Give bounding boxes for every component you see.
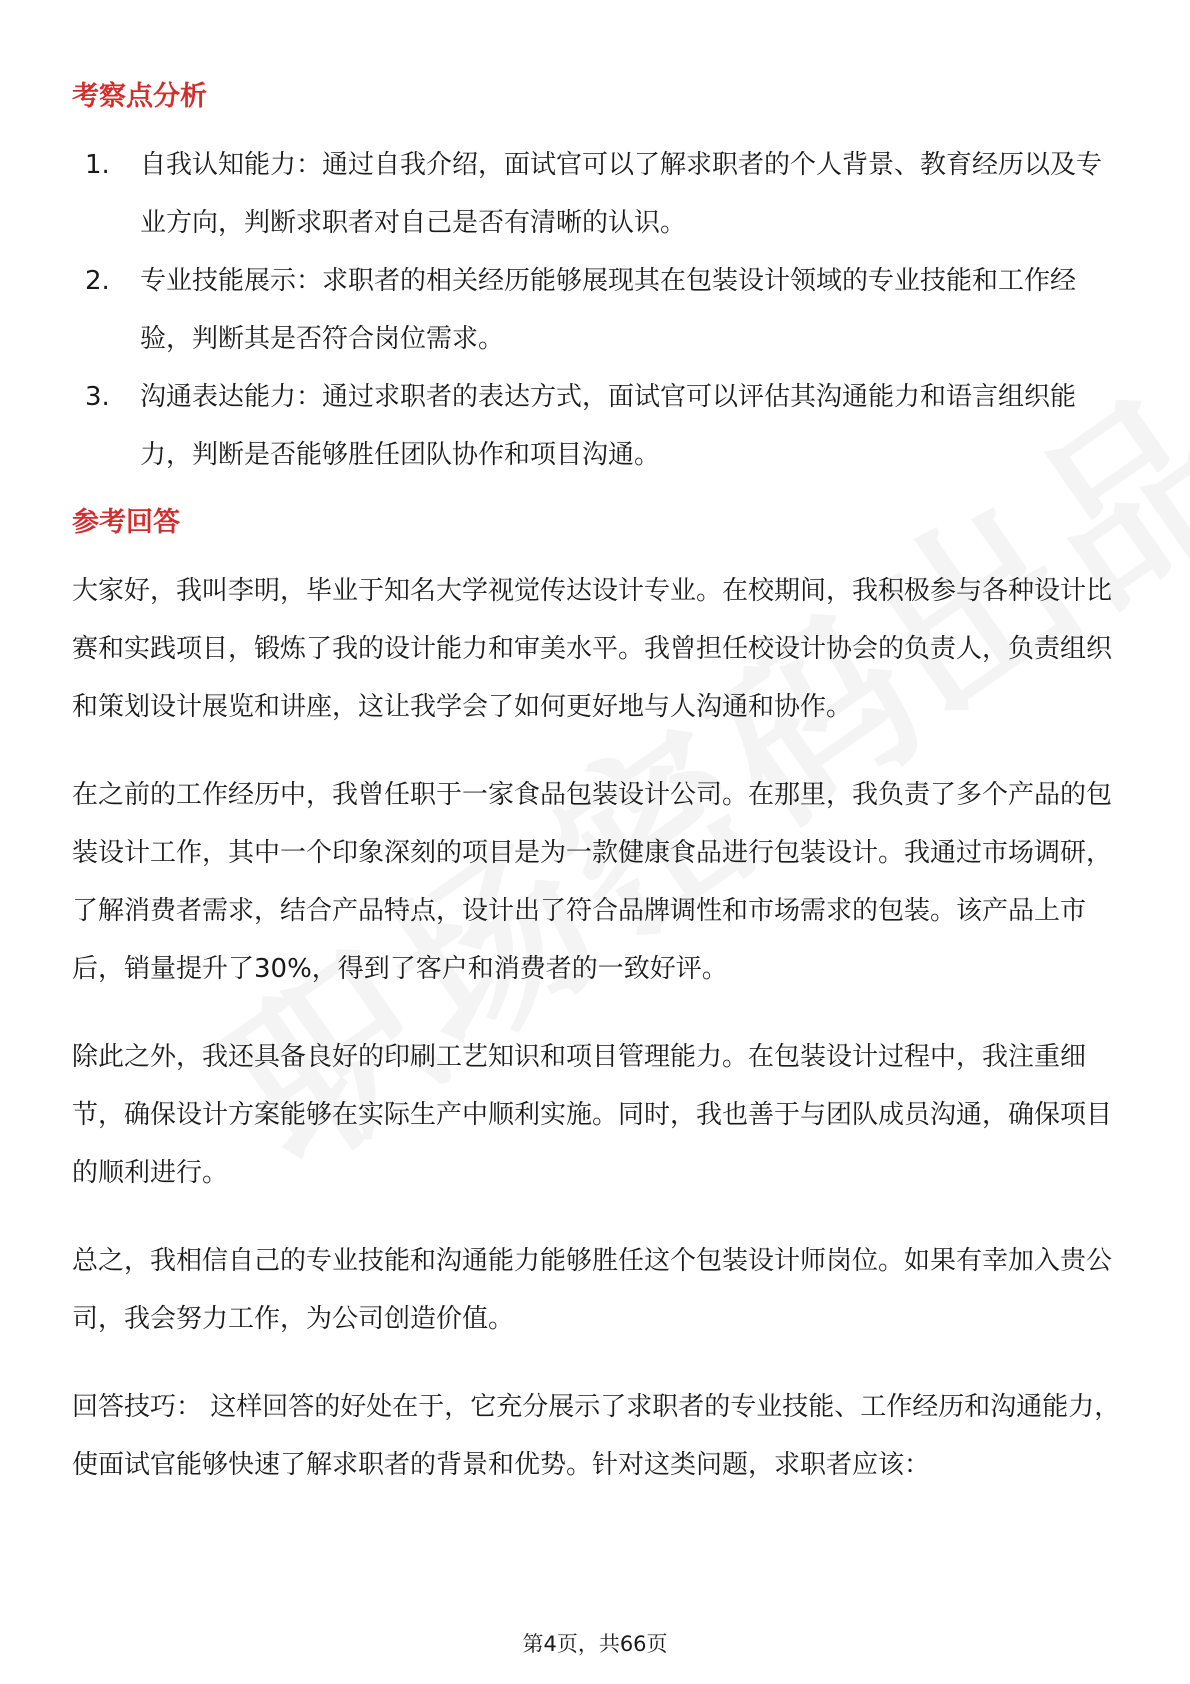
document-body <box>72 68 1122 1524</box>
answer-heading: 参考回答 <box>72 507 180 538</box>
analysis-heading: 考察点分析 <box>72 81 207 112</box>
list-item-number: 1. <box>85 150 110 180</box>
list-item-text: 专业技能展示：求职者的相关经历能够展现其在包装设计领域的专业技能和工作经验，判断其是否符合岗位需求。 <box>140 266 1077 354</box>
page-number: 第4页，共66页 <box>522 1632 668 1656</box>
list-item-number: 3. <box>85 382 110 412</box>
answer-paragraph: 总之，我相信自己的专业技能和沟通能力能够胜任这个包装设计师岗位。如果有幸加入贵公司，我会努力工作，为公司创造价值。 <box>72 1246 1113 1334</box>
answer-paragraph: 大家好，我叫李明，毕业于知名大学视觉传达设计专业。在校期间，我积极参与各种设计比赛和实践项目，锻炼了我的设计能力和审美水平。我曾担任校设计协会的负责人，负责组织和策划设计展览和讲座，这让我学会了如何更好地与人沟通和协作。 <box>72 576 1113 722</box>
list-item-number: 2. <box>85 266 110 296</box>
list-item-text: 自我认知能力：通过自我介绍，面试官可以了解求职者的个人背景、教育经历以及专业方向，判断求职者对自己是否有清晰的认识。 <box>140 150 1103 238</box>
list-item-text: 沟通表达能力：通过求职者的表达方式，面试官可以评估其沟通能力和语言组织能力，判断是否能够胜任团队协作和项目沟通。 <box>140 382 1077 470</box>
list-item <box>85 368 1122 484</box>
answer-paragraph: 在之前的工作经历中，我曾任职于一家食品包装设计公司。在那里，我负责了多个产品的包装设计工作，其中一个印象深刻的项目是为一款健康食品进行包装设计。我通过市场调研，了解消费者需求，结合产品特点，设计出了符合品牌调性和市场需求的包装。该产品上市后，销量提升了30%，得到了客户和消费者的一致好评。 <box>72 780 1113 984</box>
analysis-list <box>72 136 1122 484</box>
answer-paragraph: 除此之外，我还具备良好的印刷工艺知识和项目管理能力。在包装设计过程中，我注重细节，确保设计方案能够在实际生产中顺利实施。同时，我也善于与团队成员沟通，确保项目的顺利进行。 <box>72 1042 1113 1188</box>
list-item <box>85 252 1122 368</box>
answer-tips-paragraph: 回答技巧： 这样回答的好处在于，它充分展示了求职者的专业技能、工作经历和沟通能力，使面试官能够快速了解求职者的背景和优势。针对这类问题，求职者应该： <box>72 1392 1121 1480</box>
list-item <box>85 136 1122 252</box>
